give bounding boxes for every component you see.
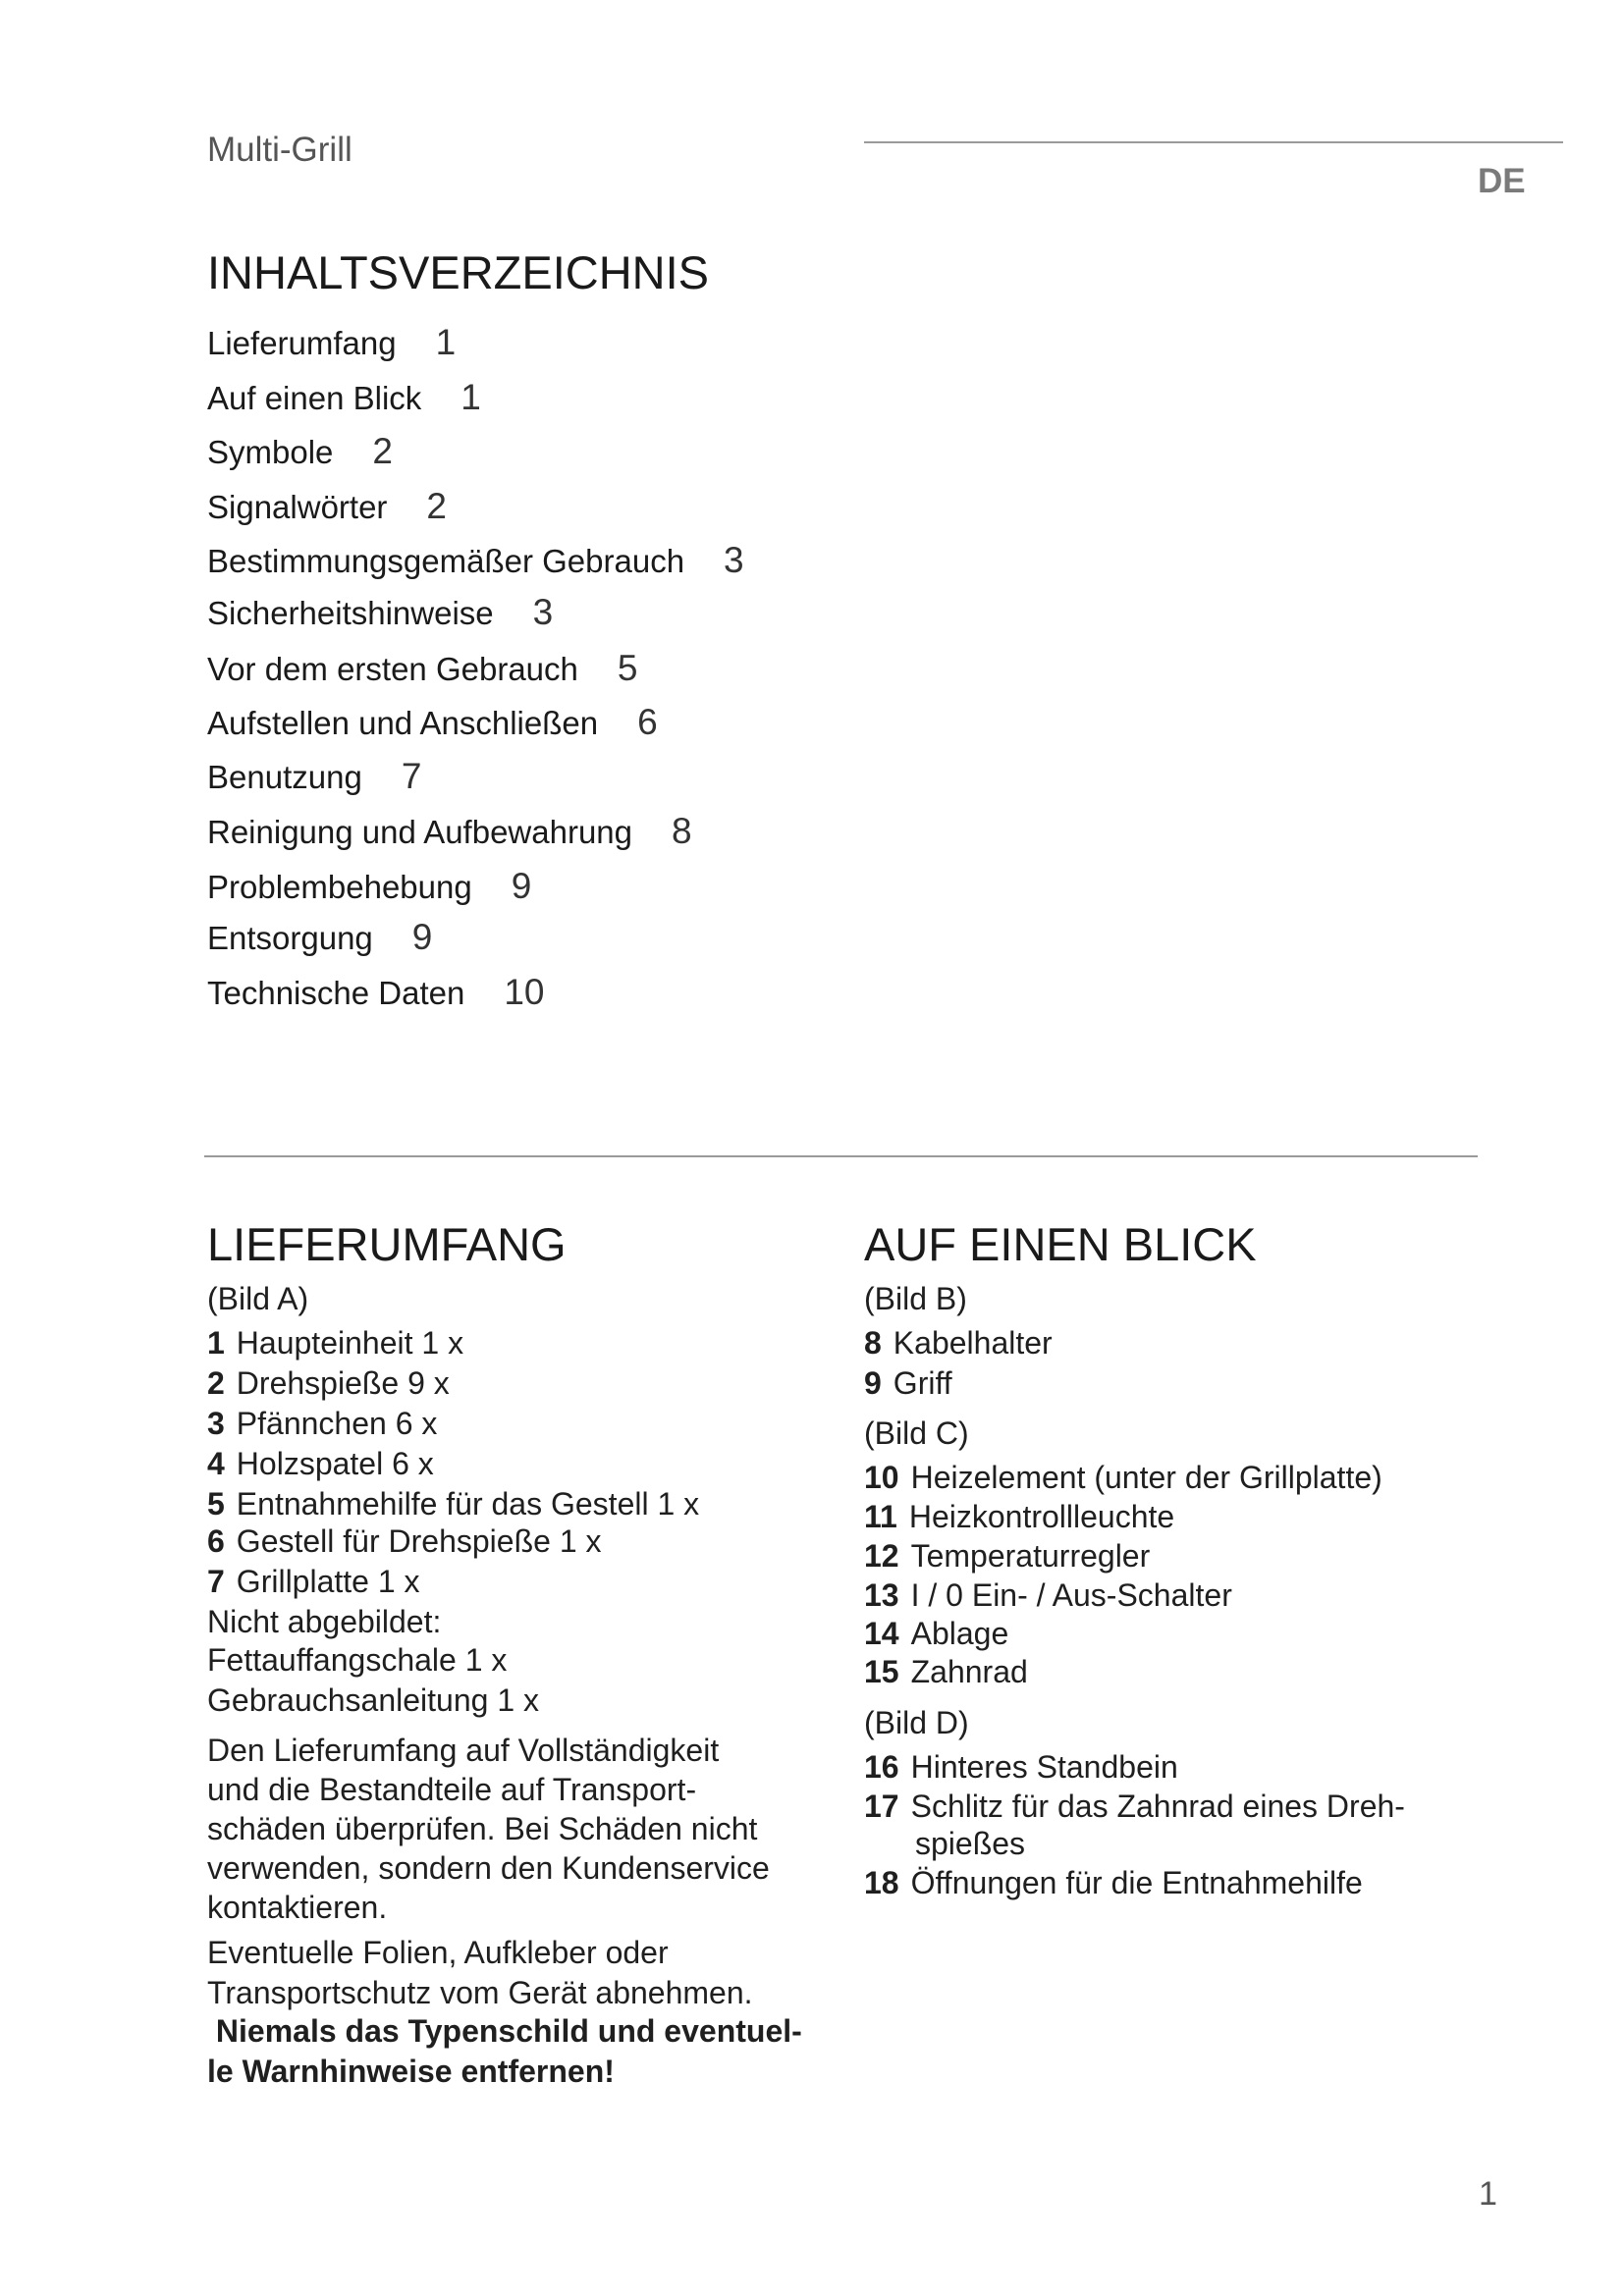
not-shown-label: Nicht abgebildet:	[207, 1604, 442, 1639]
check-text-line: und die Bestandteile auf Transport-	[207, 1772, 697, 1807]
item-number: 12	[864, 1538, 899, 1574]
toc-entry	[207, 322, 456, 363]
auf-einen-blick-title: AUF EINEN BLICK	[864, 1218, 1257, 1270]
figure-ref-c: (Bild C)	[864, 1415, 969, 1451]
list-item	[207, 1523, 602, 1560]
toc-entry-page: 1	[435, 322, 457, 362]
item-number: 16	[864, 1749, 899, 1785]
list-item	[207, 1406, 437, 1442]
toc-entry	[207, 811, 692, 852]
toc-entry-page: 2	[426, 486, 447, 526]
list-item	[864, 1654, 1028, 1690]
toc-entry-label: Vor dem ersten Gebrauch	[207, 651, 578, 687]
list-item	[207, 1446, 434, 1482]
toc-entry-page: 10	[504, 972, 545, 1012]
item-text: Öffnungen für die Entnahmehilfe	[910, 1865, 1363, 1900]
list-item	[207, 1325, 463, 1362]
item-text: Schlitz für das Zahnrad eines Dreh-	[910, 1789, 1405, 1824]
section-divider	[204, 1155, 1478, 1157]
list-item	[864, 1538, 1150, 1575]
list-item	[864, 1865, 1363, 1901]
list-item	[864, 1460, 1382, 1496]
toc-entry	[207, 917, 432, 958]
warning-text-line: Niemals das Typenschild und eventuel-	[207, 2013, 802, 2049]
list-item	[207, 1486, 699, 1522]
product-name: Multi-Grill	[207, 131, 352, 169]
item-number: 17	[864, 1789, 899, 1824]
toc-entry	[207, 431, 393, 472]
item-number: 3	[207, 1406, 225, 1441]
toc-entry-page: 5	[617, 648, 638, 688]
item-number: 11	[864, 1499, 897, 1534]
toc-entry-page: 3	[724, 540, 744, 580]
toc-entry-page: 8	[672, 811, 692, 851]
toc-entry-label: Sicherheitshinweise	[207, 595, 494, 631]
language-code: DE	[1478, 162, 1526, 200]
list-item	[864, 1616, 1008, 1652]
item-text: Heizelement (unter der Grillplatte)	[910, 1460, 1382, 1495]
item-text: Heizkontrollleuchte	[908, 1499, 1175, 1534]
figure-ref-b: (Bild B)	[864, 1281, 967, 1316]
item-number: 14	[864, 1616, 899, 1651]
toc-entry	[207, 540, 744, 581]
toc-entry-label: Reinigung und Aufbewahrung	[207, 814, 633, 850]
lieferumfang-title: LIEFERUMFANG	[207, 1218, 567, 1270]
list-item	[864, 1749, 1178, 1786]
item-text: Ablage	[910, 1616, 1009, 1651]
toc-entry	[207, 866, 531, 907]
item-text: I / 0 Ein- / Aus-Schalter	[910, 1577, 1232, 1613]
item-number: 10	[864, 1460, 899, 1495]
toc-entry-page: 7	[401, 756, 422, 796]
check-text-line: verwenden, sondern den Kundenservice	[207, 1850, 770, 1886]
list-item	[864, 1789, 1405, 1825]
toc-entry-label: Bestimmungsgemäßer Gebrauch	[207, 543, 685, 579]
list-item	[207, 1564, 420, 1600]
item-number: 5	[207, 1486, 225, 1522]
item-text: Gestell für Drehspieße 1 x	[236, 1523, 602, 1559]
toc-entry	[207, 702, 658, 743]
toc-entry	[207, 592, 553, 633]
toc-title: INHALTSVERZEICHNIS	[207, 246, 709, 298]
toc-entry-label: Auf einen Blick	[207, 380, 422, 416]
toc-entry-label: Symbole	[207, 434, 334, 470]
toc-entry-page: 3	[532, 592, 554, 632]
toc-entry	[207, 648, 637, 689]
page-number: 1	[1479, 2175, 1497, 2213]
toc-entry-label: Technische Daten	[207, 975, 465, 1011]
item-number: 6	[207, 1523, 225, 1559]
toc-entry-label: Problembehebung	[207, 869, 472, 905]
toc-entry-label: Benutzung	[207, 759, 362, 795]
toc-entry-page: 9	[411, 917, 433, 957]
toc-entry-label: Aufstellen und Anschließen	[207, 705, 599, 741]
toc-entry	[207, 756, 421, 797]
not-shown-item: Gebrauchsanleitung 1 x	[207, 1682, 539, 1718]
toc-entry-label: Entsorgung	[207, 920, 373, 956]
list-item	[864, 1365, 952, 1402]
toc-entry	[207, 486, 447, 527]
check-text-line: Den Lieferumfang auf Vollständigkeit	[207, 1733, 720, 1768]
toc-entry-page: 1	[460, 377, 481, 417]
item-text: Zahnrad	[910, 1654, 1028, 1689]
toc-entry-page: 9	[511, 866, 532, 906]
item-number: 4	[207, 1446, 225, 1481]
item-text: Haupteinheit 1 x	[236, 1325, 464, 1361]
remove-text-line: Eventuelle Folien, Aufkleber oder	[207, 1935, 669, 1970]
item-number: 15	[864, 1654, 899, 1689]
toc-entry	[207, 972, 544, 1013]
item-number: 7	[207, 1564, 225, 1599]
check-text-line: kontaktieren.	[207, 1890, 388, 1925]
header-rule	[864, 141, 1563, 143]
toc-entry-page: 2	[372, 431, 393, 471]
toc-entry	[207, 377, 481, 418]
remove-text-line: Transportschutz vom Gerät abnehmen.	[207, 1975, 753, 2010]
not-shown-item: Fettauffangschale 1 x	[207, 1642, 508, 1678]
toc-entry-label: Signalwörter	[207, 489, 388, 525]
item-text: Griff	[893, 1365, 952, 1401]
list-item	[864, 1325, 1053, 1362]
list-item	[864, 1577, 1232, 1614]
figure-ref-d: (Bild D)	[864, 1705, 969, 1740]
figure-ref-a: (Bild A)	[207, 1281, 309, 1316]
list-item	[864, 1499, 1174, 1535]
toc-entry-label: Lieferumfang	[207, 325, 397, 361]
check-text-line: schäden überprüfen. Bei Schäden nicht	[207, 1811, 758, 1846]
item-text: Drehspieße 9 x	[236, 1365, 450, 1401]
item-text: Temperaturregler	[910, 1538, 1151, 1574]
warning-text-line: le Warnhinweise entfernen!	[207, 2054, 615, 2089]
item-number: 8	[864, 1325, 882, 1361]
item-text: Hinteres Standbein	[910, 1749, 1178, 1785]
item-text: Pfännchen 6 x	[236, 1406, 438, 1441]
item-text: Holzspatel 6 x	[236, 1446, 434, 1481]
list-item	[207, 1365, 450, 1402]
item-text: Kabelhalter	[893, 1325, 1053, 1361]
item-text: Grillplatte 1 x	[236, 1564, 420, 1599]
item-number: 18	[864, 1865, 899, 1900]
item-number: 2	[207, 1365, 225, 1401]
item-text: Entnahmehilfe für das Gestell 1 x	[236, 1486, 700, 1522]
item-number: 1	[207, 1325, 225, 1361]
item-text-continuation: spießes	[915, 1826, 1026, 1861]
toc-entry-page: 6	[637, 702, 658, 742]
item-number: 9	[864, 1365, 882, 1401]
item-number: 13	[864, 1577, 899, 1613]
